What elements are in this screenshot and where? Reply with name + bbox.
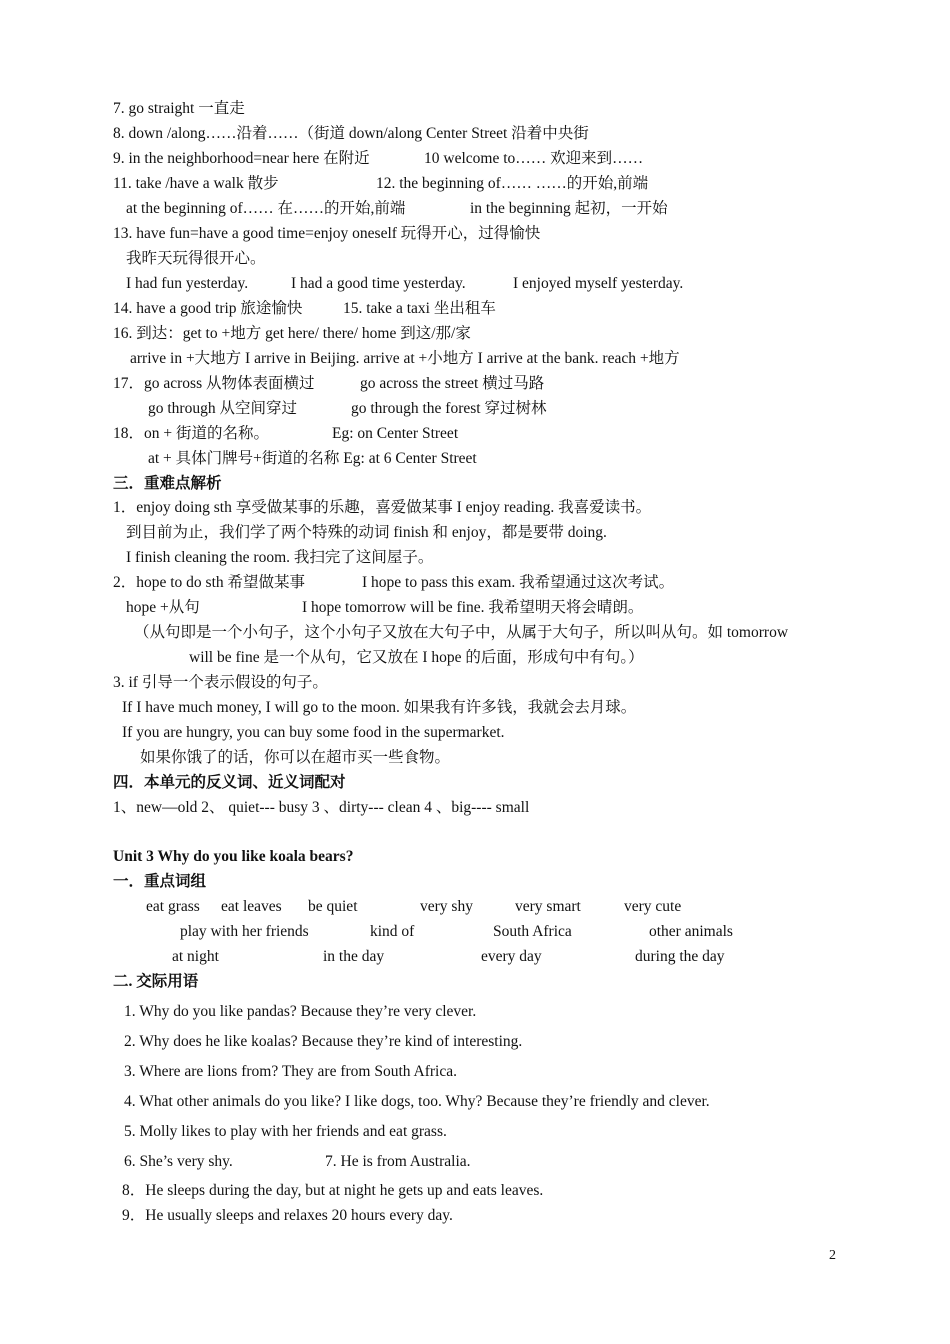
text-segment: 17．go across 从物体表面横过: [113, 375, 315, 392]
text-line: will be fine 是一个从句，它又放在 I hope 的后面，形成句中有句。）: [189, 649, 644, 666]
phrase: eat grass: [146, 898, 200, 915]
text-segment: at the beginning of…… 在……的开始,前端: [126, 200, 406, 217]
sentence: 2. Why does he like koalas? Because they’re kind of interesting.: [124, 1033, 523, 1050]
sentence: 1. Why do you like pandas? Because they’re very clever.: [124, 1003, 477, 1020]
sentence: 4. What other animals do you like? I like dogs, too. Why? Because they’re friendly and clever.: [124, 1093, 710, 1110]
text-segment: I had fun yesterday.: [126, 275, 249, 292]
text-segment: go through 从空间穿过: [148, 400, 297, 417]
text-line: If you are hungry, you can buy some food in the supermarket.: [122, 724, 505, 741]
text-line: 如果你饿了的话，你可以在超市买一些食物。: [140, 749, 451, 766]
phrase: play with her friends: [180, 923, 309, 940]
sentence: 8．He sleeps during the day, but at night he gets up and eats leaves.: [122, 1182, 544, 1199]
text-segment: I hope tomorrow will be fine. 我希望明天将会晴朗。: [302, 599, 644, 616]
phrase: very cute: [624, 898, 682, 915]
text-segment: 9. in the neighborhood=near here 在附近: [113, 150, 370, 167]
text-segment: 14. have a good trip 旅途愉快: [113, 300, 303, 317]
text-line: 到目前为止，我们学了两个特殊的动词 finish 和 enjoy，都是要带 doing.: [126, 524, 607, 541]
text-segment: hope +从句: [126, 599, 200, 616]
phrase: every day: [481, 948, 542, 965]
sentence: 3. Where are lions from? They are from South Africa.: [124, 1063, 457, 1080]
text-line: arrive in +大地方 I arrive in Beijing. arrive at +小地方 I arrive at the bank. reach +地方: [130, 350, 680, 367]
text-line: If I have much money, I will go to the moon. 如果我有许多钱，我就会去月球。: [122, 699, 637, 716]
section-heading: 四．本单元的反义词、近义词配对: [113, 774, 346, 791]
text-line: 16. 到达：get to +地方 get here/ there/ home 到这/那/家: [113, 325, 471, 342]
text-segment: I had a good time yesterday.: [291, 275, 466, 292]
text-segment: 7. He is from Australia.: [325, 1153, 471, 1170]
phrase: other animals: [649, 923, 733, 940]
sentence: 5. Molly likes to play with her friends and eat grass.: [124, 1123, 447, 1140]
phrase: in the day: [323, 948, 385, 965]
text-line: 7. go straight 一直走: [113, 100, 245, 117]
text-segment: 6. She’s very shy.: [124, 1153, 233, 1170]
text-segment: go across the street 横过马路: [360, 375, 545, 392]
phrase: be quiet: [308, 898, 358, 915]
text-segment: 12. the beginning of…… ……的开始,前端: [376, 175, 649, 192]
text-segment: 15. take a taxi 坐出租车: [343, 300, 496, 317]
text-segment: I hope to pass this exam. 我希望通过这次考试。: [362, 574, 675, 591]
section-heading: 三．重难点解析: [113, 475, 222, 492]
section-heading: 一．重点词组: [113, 873, 207, 890]
text-line: 3. if 引导一个表示假设的句子。: [113, 674, 328, 691]
text-line: 13. have fun=have a good time=enjoy oneself 玩得开心，过得愉快: [113, 225, 541, 242]
text-line: 我昨天玩得很开心。: [126, 250, 266, 267]
text-segment: go through the forest 穿过树林: [351, 400, 547, 417]
text-segment: I enjoyed myself yesterday.: [513, 275, 684, 292]
text-line: （从句即是一个小句子，这个小句子又放在大句子中，从属于大句子，所以叫从句。如 tomorrow: [134, 624, 789, 641]
unit-title: Unit 3 Why do you like koala bears?: [113, 848, 354, 865]
phrase: eat leaves: [221, 898, 282, 915]
phrase: during the day: [635, 948, 725, 965]
text-segment: Eg: on Center Street: [332, 425, 459, 442]
section-heading: 二. 交际用语: [113, 973, 199, 990]
page-number: 2: [829, 1248, 836, 1263]
text-segment: 2．hope to do sth 希望做某事: [113, 574, 306, 591]
phrase: at night: [172, 948, 219, 965]
phrase: South Africa: [493, 923, 572, 940]
sentence: 9．He usually sleeps and relaxes 20 hours every day.: [122, 1207, 453, 1224]
text-line: at + 具体门牌号+街道的名称 Eg: at 6 Center Street: [148, 450, 477, 467]
text-line: 8. down /along……沿着……（街道 down/along Center Street 沿着中央街: [113, 125, 589, 142]
text-line: I finish cleaning the room. 我扫完了这间屋子。: [126, 549, 434, 566]
text-segment: 10 welcome to…… 欢迎来到……: [424, 150, 644, 167]
phrase: very shy: [420, 898, 473, 915]
phrase: kind of: [370, 923, 415, 940]
phrase: very smart: [515, 898, 581, 915]
text-line: 1、new—old 2、 quiet--- busy 3 、dirty--- clean 4 、big---- small: [113, 799, 530, 816]
text-segment: 18．on + 街道的名称。: [113, 425, 269, 442]
text-segment: 11. take /have a walk 散步: [113, 175, 279, 192]
text-line: 1．enjoy doing sth 享受做某事的乐趣，喜爱做某事 I enjoy reading. 我喜爱读书。: [113, 499, 652, 516]
text-segment: in the beginning 起初，一开始: [470, 200, 668, 217]
